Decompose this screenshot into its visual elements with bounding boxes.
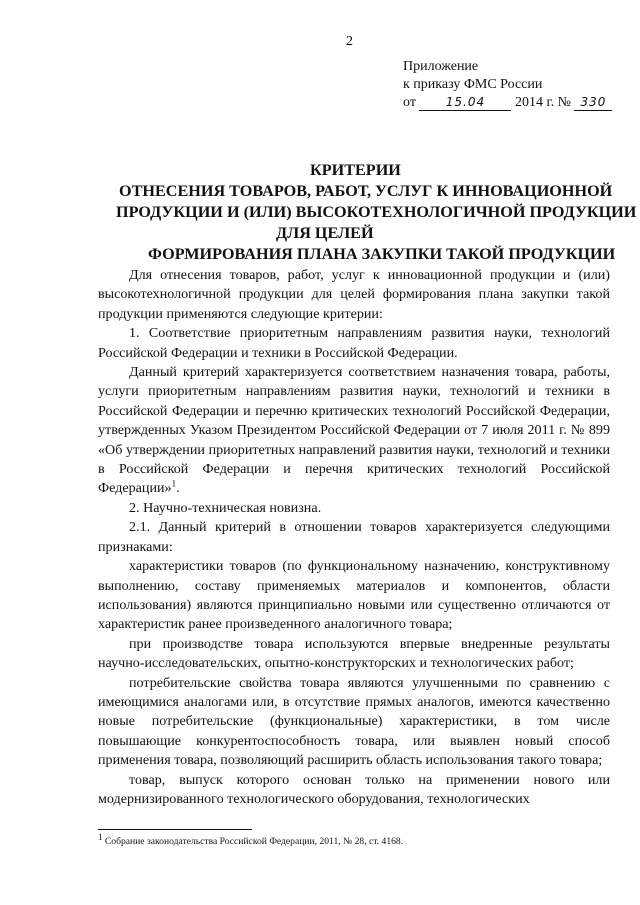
criterion-1-description-text: Данный критерий характеризуется соответствием назначения товара, работы, услуги приоритетным направлениям развития науки, технологий и техники в Российской Федерации и перечню критических технологий Российской Федерации, утвержденных Указом Президентом Российской Федерации от 7 июля 2011 г. № 899 «Об утверждении приоритетных направлений развития науки, технологий и техники в Российской Федерации и перечня критических технологий Российской Федерации»: [98, 364, 610, 497]
footnote-marker: 1: [98, 831, 103, 842]
title-line-1: КРИТЕРИИ: [310, 161, 401, 179]
criterion-2-paragraph: 2. Научно-техническая новизна.: [129, 499, 322, 516]
year-text: 2014 г. №: [514, 95, 571, 110]
sign-3-paragraph: потребительские свойства товара являются улучшенными по сравнению с имеющимися аналогами или, в отсутствие прямых аналогов, имеются качественно новые потребительские (функциональные) характеристики, в том числе повышающие конкурентоспособность товара, или выявлен новый способ применения товара, позволяющий расширить область использования такого товара;: [98, 674, 610, 769]
footnote-text: Собрание законодательства Российской Федерации, 2011, № 28, ст. 4168.: [102, 836, 404, 847]
title-line-2: ОТНЕСЕНИЯ ТОВАРОВ, РАБОТ, УСЛУГ К ИННОВАЦИОННОЙ: [119, 182, 613, 200]
title-line-5: ФОРМИРОВАНИЯ ПЛАНА ЗАКУПКИ ТАКОЙ ПРОДУКЦИИ: [148, 245, 616, 263]
footnote-reference: 1: [171, 478, 177, 489]
sign-2-paragraph: при производстве товара используются впервые внедренные результаты научно-исследовательских, опытно-конструкторских и технологических работ;: [98, 635, 610, 672]
handwritten-date: 15.04: [419, 95, 511, 111]
intro-paragraph: Для отнесения товаров, работ, услуг к инновационной продукции и (или) высокотехнологичной продукции для целей формирования плана закупки такой продукции применяются следующие критерии:: [98, 267, 610, 322]
criterion-2-1-paragraph: 2.1. Данный критерий в отношении товаров характеризуется следующими признаками:: [98, 519, 610, 555]
title-line-3: ПРОДУКЦИИ И (ИЛИ) ВЫСОКОТЕХНОЛОГИЧНОЙ ПРОДУКЦИИ: [116, 203, 637, 221]
handwritten-order-number: 330: [574, 95, 612, 111]
appendix-order-ref: к приказу ФМС России: [403, 77, 543, 92]
date-prefix: от: [403, 95, 416, 110]
title-line-4: ДЛЯ ЦЕЛЕЙ: [276, 224, 374, 242]
appendix-date-line: [403, 94, 612, 112]
page-number: 2: [346, 34, 353, 49]
criterion-1-paragraph: 1. Соответствие приоритетным направлениям развития науки, технологий Российской Федерации и техники в Российской Федерации.: [98, 325, 610, 361]
sign-4-paragraph: товар, выпуск которого основан только на применении нового или модернизированного технологического оборудования, технологических: [98, 771, 610, 807]
document-body: [98, 266, 610, 809]
footnote-divider: [98, 829, 252, 830]
footnote: [98, 831, 404, 847]
criterion-1-description: Данный критерий характеризуется соответствием назначения товара, работы, услуги приоритетным направлениям развития науки, технологий и техники в Российской Федерации и перечню критических технологий Российской Федерации, утвержденных Указом Президентом Российской Федерации от 7 июля 2011 г. № 899 «Об утверждении приоритетных направлений развития науки, технологий и техники в Российской Федерации и перечня критических технологий Российской Федерации»$^1$.: [98, 364, 610, 497]
appendix-title: Приложение: [403, 59, 479, 74]
sign-1-paragraph: характеристики товаров (по функциональному назначению, конструктивному выполнению, составу применяемых материалов и компонентов, области использования) являются принципиально новыми или существенно отличаются от характеристик ранее произведенного аналогичного товара;: [98, 558, 610, 633]
